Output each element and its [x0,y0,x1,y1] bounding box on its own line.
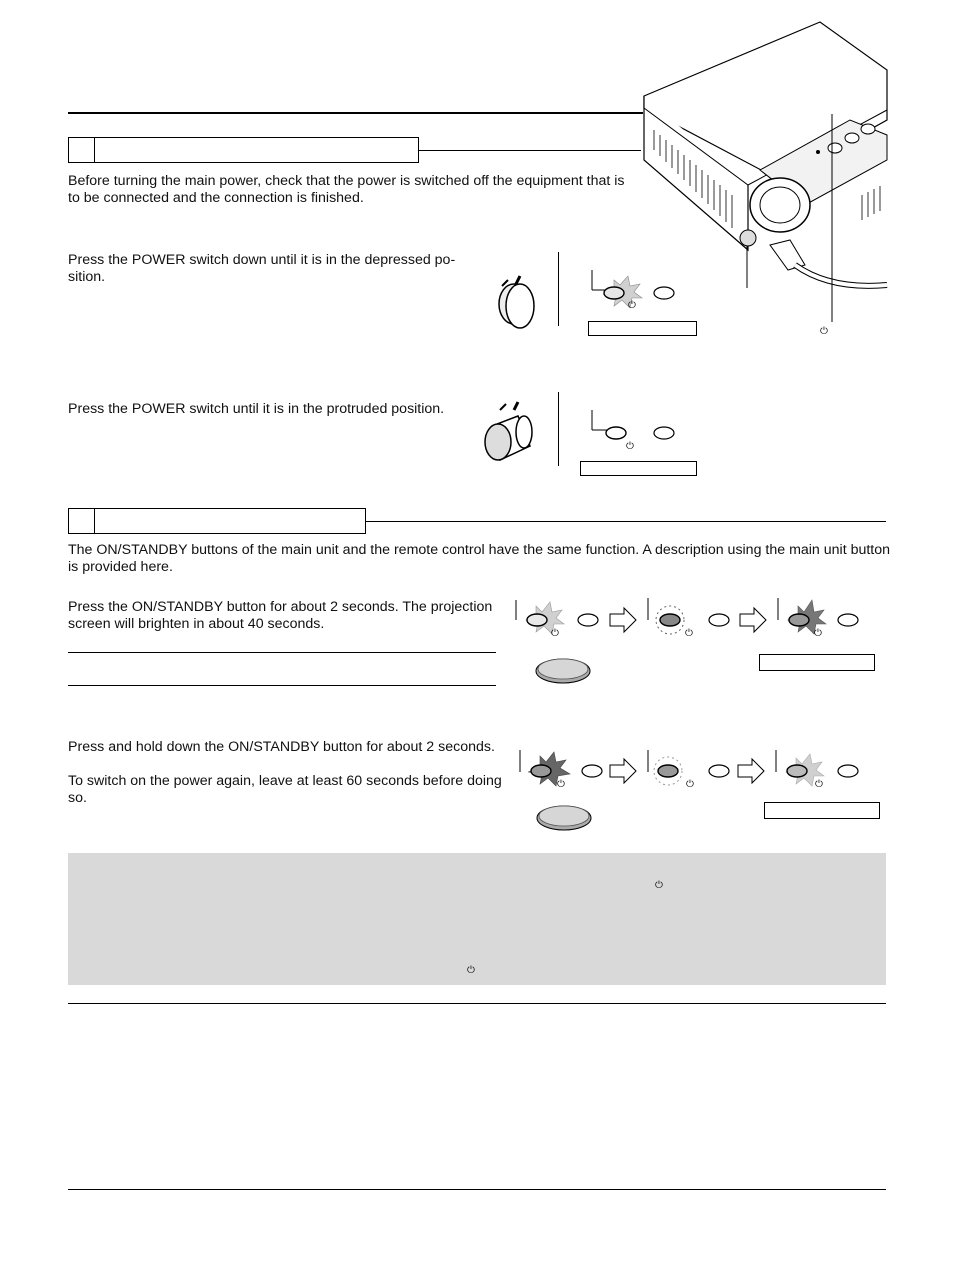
power-switch-protruded-icon [478,396,538,476]
section-2-rule [366,521,886,522]
indicator-led-icon [588,268,698,318]
power-symbol-icon: ⏻ [814,628,822,639]
standby-on-text-line2: screen will brighten in about 40 seconds. [68,616,325,632]
power-symbol-icon: ⏻ [626,441,634,452]
standby-off-note-line2: so. [68,790,87,806]
power-symbol-icon: ⏻ [467,965,475,976]
power-off-indicator-label [580,461,697,476]
power-symbol-icon: ⏻ [820,326,828,337]
power-symbol-icon: ⏻ [815,779,823,790]
note-box [68,853,886,985]
power-symbol-icon: ⏻ [655,880,663,891]
section-2-intro-line2: is provided here. [68,559,173,575]
power-on-text-line1: Press the POWER switch down until it is in the depressed po- [68,252,456,268]
standby-on-text-line1: Press the ON/STANDBY button for about 2 seconds. The projection [68,599,493,615]
on-standby-button-icon[interactable] [535,656,595,686]
standby-off-text: Press and hold down the ON/STANDBY button for about 2 seconds. [68,739,495,755]
power-symbol-icon: ⏻ [628,300,636,311]
section-1-rule [419,150,641,151]
power-off-text: Press the POWER switch until it is in the protruded position. [68,401,445,417]
section-2-intro-line1: The ON/STANDBY buttons of the main unit and the remote control have the same function. A description using the main unit button [68,542,891,558]
power-symbol-icon: ⏻ [686,779,694,790]
power-symbol-icon: ⏻ [685,628,693,639]
section-2-number [69,509,95,533]
top-rule [68,112,643,114]
indicator-led-off-icon [588,408,698,458]
rule-standby-2 [68,685,496,686]
section-1-header [68,137,419,163]
note-bottom-rule [68,1003,886,1004]
standby-off-sequence [518,748,868,798]
power-symbol-icon: ⏻ [557,779,565,790]
power-symbol-icon: ⏻ [551,628,559,639]
section-1-number [69,138,95,162]
divider-v2 [558,392,559,466]
on-standby-button-icon[interactable] [536,803,596,833]
standby-off-indicator-label [764,802,880,819]
standby-on-indicator-label [759,654,875,671]
power-on-text-line2: sition. [68,269,106,285]
footer-rule [68,1189,886,1190]
power-on-indicator-label [588,321,697,336]
divider-v1 [558,252,559,326]
section-1-intro: Before turning the main power, check that the power is switched off the equipment that is to be connected and the connection is finished. [68,173,625,206]
rule-standby-1 [68,652,496,653]
standby-off-note-line1: To switch on the power again, leave at least 60 seconds before doing [68,773,502,789]
section-2-header [68,508,366,534]
power-switch-depressed-icon [490,266,550,356]
